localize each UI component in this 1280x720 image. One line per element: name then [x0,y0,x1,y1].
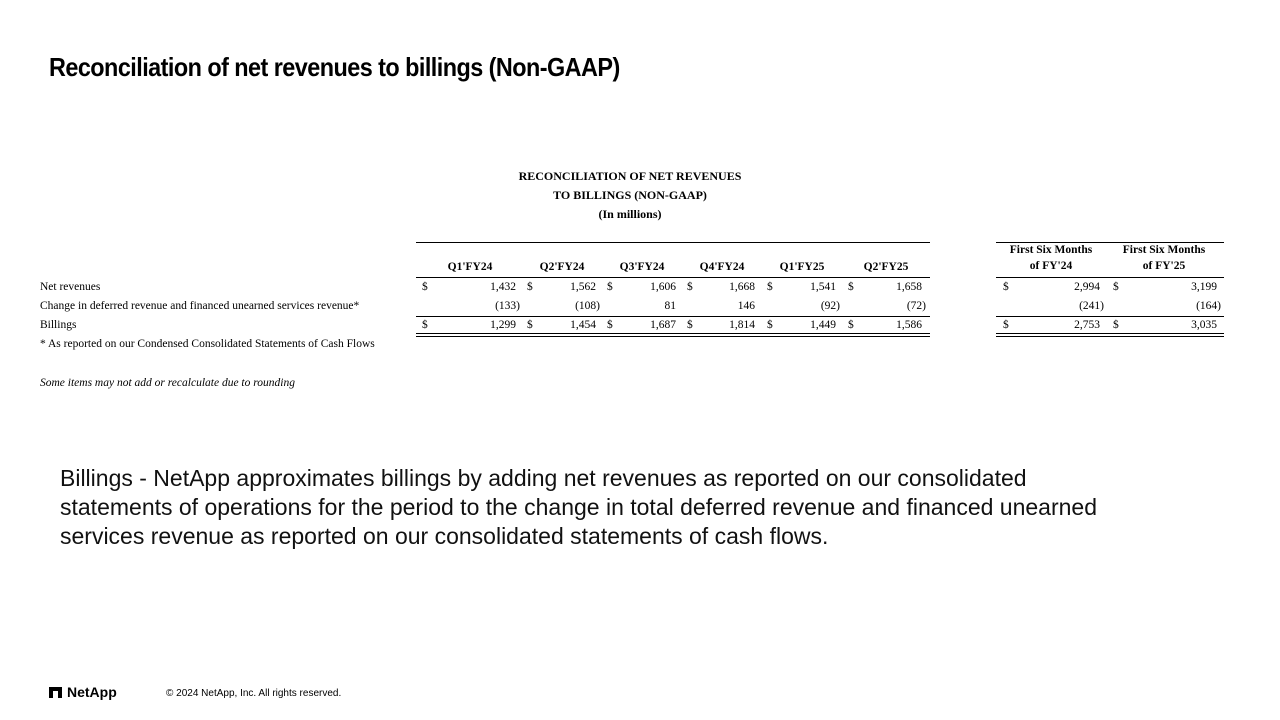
table-cell: 1,454 [570,319,596,331]
dollar-sign: $ [687,281,693,293]
dollar-sign: $ [1003,281,1009,293]
quarter-header: Q4'FY24 [699,261,745,273]
table-title-line2: TO BILLINGS (NON-GAAP) [553,188,707,202]
table-cell: (164) [1196,300,1221,312]
dollar-sign: $ [527,281,533,293]
netapp-logo-text: NetApp [67,684,117,700]
dollar-sign: $ [607,281,613,293]
table-cell: 1,432 [490,281,516,293]
netapp-logo-icon [49,687,62,698]
quarter-header: Q1'FY25 [779,261,825,273]
dollar-sign: $ [422,319,428,331]
copyright: © 2024 NetApp, Inc. All rights reserved. [166,688,342,699]
six-month-top-rule [996,242,1224,243]
table-cell: 1,586 [896,319,922,331]
table-cell: 3,035 [1191,319,1217,331]
subtotal-rule [416,316,930,317]
table-cell: 1,562 [570,281,596,293]
dollar-sign: $ [687,319,693,331]
dollar-sign: $ [1003,319,1009,331]
table-cell: 81 [664,300,676,312]
row-label: Net revenues [40,281,101,293]
dollar-sign: $ [767,281,773,293]
dollar-sign: $ [527,319,533,331]
table-cell: 1,449 [810,319,836,331]
six-month-header-line1: First Six Months [1122,244,1206,256]
six-month-subtotal-rule [996,316,1224,317]
table-top-rule [416,242,930,243]
total-double-rule [416,333,930,337]
table-cell: 2,994 [1074,281,1100,293]
footnote: * As reported on our Condensed Consolidated Statements of Cash Flows [40,338,375,350]
dollar-sign: $ [848,281,854,293]
dollar-sign: $ [767,319,773,331]
dollar-sign: $ [1113,319,1119,331]
table-cell: 1,606 [650,281,676,293]
dollar-sign: $ [607,319,613,331]
table-cell: 146 [737,300,755,312]
quarter-header: Q2'FY24 [539,261,585,273]
table-cell: 2,753 [1074,319,1100,331]
billings-explanation: Billings - NetApp approximates billings by adding net revenues as reported on our consolidated statements of operations for the period to the change in total deferred revenue and financed unearned services revenue as reported on our consolidated statements of cash flows. [60,465,1097,549]
quarter-header: Q1'FY24 [447,261,493,273]
table-title-line1: RECONCILIATION OF NET REVENUES [518,169,742,183]
netapp-logo [49,684,117,700]
six-month-header-line2: of FY'25 [1142,260,1186,272]
quarter-header: Q2'FY25 [863,261,909,273]
six-month-total-double-rule [996,333,1224,337]
dollar-sign: $ [422,281,428,293]
six-month-header-line2: of FY'24 [1029,260,1073,272]
table-cell: 1,299 [490,319,516,331]
table-cell: (133) [495,300,520,312]
rounding-note: Some items may not add or recalculate due to rounding [40,377,295,389]
slide-title: Reconciliation of net revenues to billings (Non-GAAP) [49,52,620,82]
table-cell: 1,668 [729,281,755,293]
table-cell: 3,199 [1191,281,1217,293]
dollar-sign: $ [848,319,854,331]
row-label: Change in deferred revenue and financed unearned services revenue* [40,300,360,312]
table-cell: (241) [1079,300,1104,312]
dollar-sign: $ [1113,281,1119,293]
six-month-header-line1: First Six Months [1009,244,1093,256]
table-cell: (92) [820,300,840,312]
table-cell: 1,658 [896,281,922,293]
table-cell: (108) [575,300,600,312]
header-underline [416,277,930,278]
quarter-header: Q3'FY24 [619,261,665,273]
table-cell: (72) [906,300,926,312]
table-title [420,167,840,224]
table-cell: 1,814 [729,319,755,331]
table-cell: 1,541 [810,281,836,293]
six-month-header-underline [996,277,1224,278]
table-cell: 1,687 [650,319,676,331]
row-label: Billings [40,319,77,331]
table-title-line3: (In millions) [598,207,662,221]
